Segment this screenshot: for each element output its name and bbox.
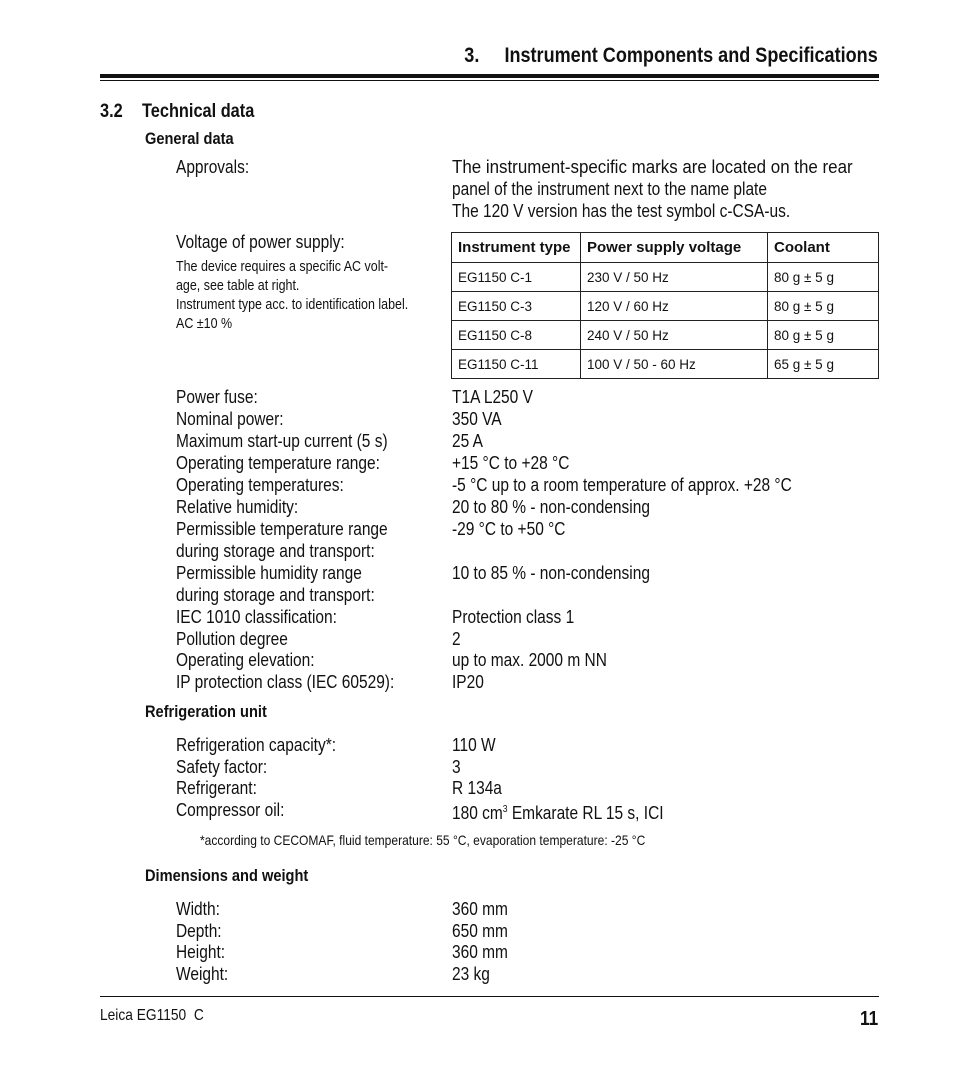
spec-value: Protection class 1 [452,607,575,627]
spec-label: Nominal power: [176,409,284,429]
voltage-note-line-4: AC ±10 % [176,316,233,332]
column-header: Instrument type [452,233,581,263]
table-cell: 80 g ± 5 g [768,263,879,292]
compressor-oil-value: 180 $cm^3$ Emkarate RL 15 s, ICI [452,803,664,823]
spec-value: 110 W [452,735,496,755]
table-row [452,321,879,350]
section-number: 3.2 [100,101,123,122]
spec-label: Operating temperatures: [176,475,344,495]
table-cell: EG1150 C-1 [452,263,581,292]
spec-value: -5 °C up to a room temperature of approx. +28 °C [452,475,792,495]
spec-label: Refrigeration capacity*: [176,735,337,755]
approvals-label: Approvals: [176,157,250,177]
spec-value: 23 kg [452,964,490,984]
approvals-text-line-1: The instrument-specific marks are located on the rear [452,157,853,177]
spec-label: Power fuse: [176,387,258,407]
spec-label: IEC 1010 classification: [176,607,337,627]
table-cell: 240 V / 50 Hz [581,321,768,350]
voltage-note-line-3: Instrument type acc. to identification label. [176,297,409,313]
voltage-note-line-2: age, see table at right. [176,278,300,294]
spec-value: 360 mm [452,899,508,919]
spec-label: IP protection class (IEC 60529): [176,672,395,692]
table-row [452,292,879,321]
page-number: 11 [859,1008,878,1030]
spec-label: Permissible temperature range [176,519,388,539]
table-cell: EG1150 C-3 [452,292,581,321]
spec-value: +15 °C to +28 °C [452,453,570,473]
table-cell: 80 g ± 5 g [768,292,879,321]
spec-value: IP20 [452,672,484,692]
voltage-note-line-1: The device requires a specific AC volt- [176,259,389,275]
header-rule-thin [100,80,879,81]
spec-value: 20 to 80 % - non-condensing [452,497,650,517]
footer-rule [100,996,879,997]
spec-label: Width: [176,899,220,919]
spec-value: 10 to 85 % - non-condensing [452,563,650,583]
power-supply-table [451,232,879,379]
spec-value: -29 °C to +50 °C [452,519,566,539]
spec-value: up to max. 2000 m NN [452,650,607,670]
footer-product-name: Leica EG1150 C [100,1007,204,1024]
spec-value: 650 mm [452,921,508,941]
spec-value: 360 mm [452,942,508,962]
spec-value: T1A L250 V [452,387,533,407]
chapter-title: 3. Instrument Components and Specifications [464,44,878,67]
spec-label: Maximum start-up current (5 s) [176,431,388,451]
section-title: Technical data [142,101,255,122]
spec-label: Weight: [176,964,229,984]
spec-label: Height: [176,942,226,962]
approvals-text-line-2: panel of the instrument next to the name plate [452,179,767,199]
header-rule-thick [100,74,879,78]
general-data-heading: General data [145,129,234,148]
spec-label: Permissible humidity range [176,563,362,583]
spec-label: Pollution degree [176,629,288,649]
spec-label: Relative humidity: [176,497,299,517]
spec-label: Safety factor: [176,757,268,777]
table-cell: 120 V / 60 Hz [581,292,768,321]
column-header: Power supply voltage [581,233,768,263]
table-row [452,263,879,292]
spec-label: Depth: [176,921,222,941]
approvals-text-line-3: The 120 V version has the test symbol c-CSA-us. [452,201,791,221]
voltage-label: Voltage of power supply: [176,232,345,252]
compressor-oil-label: Compressor oil: [176,800,285,820]
table-header-row [452,233,879,263]
spec-value: 350 VA [452,409,502,429]
spec-value: 2 [452,629,461,649]
table-cell: 80 g ± 5 g [768,321,879,350]
table-cell: 230 V / 50 Hz [581,263,768,292]
spec-label: Operating temperature range: [176,453,380,473]
spec-value: 25 A [452,431,484,451]
column-header: Coolant [768,233,879,263]
table-cell: EG1150 C-11 [452,350,581,379]
spec-label: Operating elevation: [176,650,315,670]
spec-label: Refrigerant: [176,778,257,798]
table-row [452,350,879,379]
table-cell: 100 V / 50 - 60 Hz [581,350,768,379]
spec-value: R 134a [452,778,502,798]
spec-label: during storage and transport: [176,541,375,561]
refrigeration-footnote: *according to CECOMAF, fluid temperature: 55 °C, evaporation temperature: -25 °C [200,832,646,848]
refrigeration-heading: Refrigeration unit [145,702,267,721]
table-cell: EG1150 C-8 [452,321,581,350]
spec-value: 3 [452,757,461,777]
table-cell: 65 g ± 5 g [768,350,879,379]
spec-label: during storage and transport: [176,585,375,605]
dimensions-heading: Dimensions and weight [145,866,309,885]
